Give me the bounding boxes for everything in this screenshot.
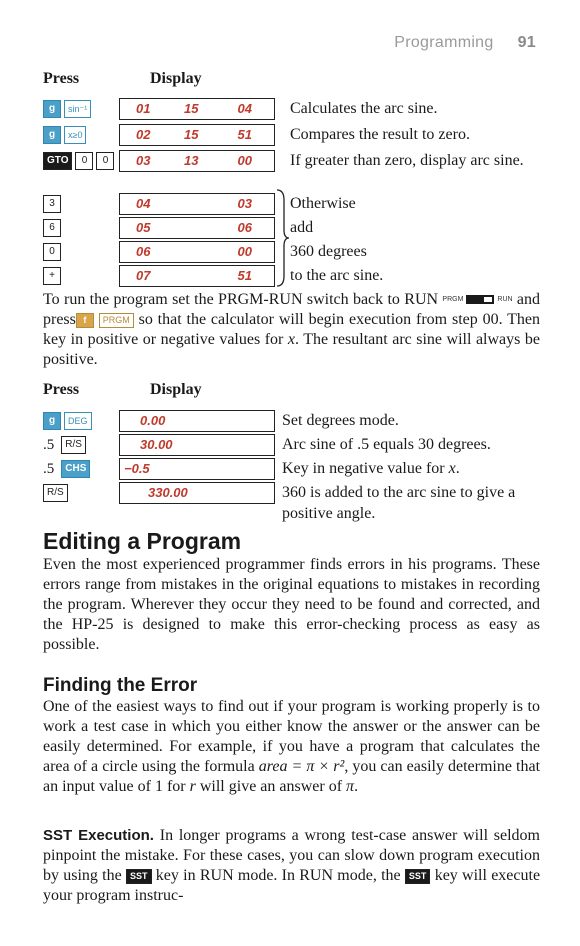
step-description: Arc sine of .5 equals 30 degrees. <box>282 436 491 453</box>
editing-paragraph: Even the most experienced programmer finds errors in his programs. These errors range from mistakes in the original equations to mistakes in recording the program. Wherever they occur they need to be found and corrected, and the HP-25 is designed to make this error-checking process as easy as possible. <box>43 556 540 653</box>
step-number: 02 <box>136 127 151 142</box>
display-box <box>119 482 275 504</box>
press-column-header: Press <box>43 70 80 87</box>
key-sequence <box>43 484 68 502</box>
chs-key: CHS <box>61 460 90 478</box>
display-value: 0.00 <box>140 413 166 428</box>
paragraph-text: To run the program set the PRGM-RUN switch back to RUN <box>43 291 439 308</box>
program-step-row <box>0 193 580 219</box>
display-value: 330.00 <box>148 485 188 500</box>
digit-0-key: 0 <box>75 152 93 170</box>
display-box <box>119 410 275 432</box>
paragraph-text: and press <box>43 291 541 329</box>
display-box <box>119 434 275 456</box>
keycode-row: 13 <box>184 153 199 168</box>
step-number: 03 <box>136 153 151 168</box>
display-box <box>119 265 275 287</box>
step-description <box>282 458 542 479</box>
display-box <box>119 150 275 172</box>
run-instructions-paragraph <box>43 290 540 370</box>
pi-symbol: π <box>346 778 355 795</box>
curly-brace <box>273 188 289 288</box>
display-box <box>119 124 275 146</box>
example-row <box>0 434 580 460</box>
step-number: 01 <box>136 101 151 116</box>
subsection-heading: Finding the Error <box>43 675 198 696</box>
program-step-row <box>0 150 580 196</box>
key-sequence <box>43 219 61 237</box>
display-box <box>119 458 275 480</box>
digit-0-key: 0 <box>43 243 61 261</box>
display-column-header: Display <box>150 381 202 398</box>
key-sequence <box>43 460 90 478</box>
step-description: Compares the result to zero. <box>290 126 470 143</box>
deg-key: DEG <box>64 412 92 430</box>
display-box <box>119 98 275 120</box>
key-sequence <box>43 243 61 261</box>
switch-label-prgm: PRGM <box>442 296 464 304</box>
display-box <box>119 193 275 215</box>
section-title: Programming <box>394 34 494 51</box>
paragraph-text: , you can easily determine that an input value of 1 for <box>43 758 541 795</box>
f-key: f <box>76 313 94 328</box>
switch-label-run: RUN <box>497 296 513 304</box>
run-in-heading: SST Execution. <box>43 827 154 844</box>
desc-text: . <box>455 460 460 477</box>
keycode-col: 51 <box>237 127 252 142</box>
display-box <box>119 241 275 263</box>
paragraph-text: so that the calculator will begin execution from step 00. Then key in positive or negative values for <box>43 311 541 349</box>
paragraph-text: . <box>354 778 359 795</box>
page-header <box>394 34 536 52</box>
step-number: 07 <box>136 268 151 283</box>
input-value: .5 <box>43 436 55 453</box>
keycode: 00 <box>237 244 252 259</box>
display-value: −0.5 <box>124 461 150 476</box>
area-formula: area = π × r² <box>258 758 345 775</box>
step-description: Calculates the arc sine. <box>290 100 438 117</box>
g-key: g <box>43 412 61 430</box>
x-ge-0-key: x≥0 <box>64 126 86 144</box>
arcsin-key: sin⁻¹ <box>64 100 91 118</box>
finding-paragraph <box>43 697 540 797</box>
example-row <box>0 410 580 436</box>
step-number: 06 <box>136 244 151 259</box>
sst-key: SST <box>126 869 152 884</box>
run-stop-key: R/S <box>61 436 86 454</box>
key-sequence <box>43 267 61 285</box>
step-number: 05 <box>136 220 151 235</box>
example-row <box>0 482 580 526</box>
key-sequence <box>43 152 114 170</box>
key-sequence <box>43 412 92 430</box>
step-description: 360 degrees <box>290 243 367 260</box>
display-column-header: Display <box>150 70 202 87</box>
paragraph-text: key in RUN mode. In RUN mode, the <box>155 867 401 884</box>
keycode-row: 15 <box>184 127 199 142</box>
program-step-row <box>0 265 580 291</box>
step-description: Set degrees mode. <box>282 412 399 429</box>
step-description: to the arc sine. <box>290 267 384 284</box>
paragraph-text: key will execute your program instruc- <box>43 867 541 904</box>
keycode-col: 04 <box>237 101 252 116</box>
gto-key: GTO <box>43 152 72 170</box>
variable-r: r <box>189 778 196 795</box>
step-description: Otherwise <box>290 195 356 212</box>
run-stop-key: R/S <box>43 484 68 502</box>
key-sequence <box>43 126 86 144</box>
paragraph-text: will give an answer of <box>199 778 343 795</box>
paragraph-text: . The resultant arc sine will always be positive. <box>43 331 540 369</box>
digit-6-key: 6 <box>43 219 61 237</box>
input-value: .5 <box>43 460 55 477</box>
plus-key: + <box>43 267 61 285</box>
desc-text: Key in negative value for <box>282 460 445 477</box>
keycode: 03 <box>237 196 252 211</box>
g-key: g <box>43 100 61 118</box>
page-number: 91 <box>517 34 536 51</box>
section-heading: Editing a Program <box>43 528 242 554</box>
program-step-row <box>0 124 580 150</box>
g-key: g <box>43 126 61 144</box>
variable-x: x <box>448 460 456 477</box>
program-step-row <box>0 98 580 124</box>
sst-paragraph <box>43 826 540 906</box>
step-description: If greater than zero, display arc sine. <box>290 152 524 169</box>
step-description: 360 is added to the arc sine to give a positive angle. <box>282 484 516 522</box>
digit-3-key: 3 <box>43 195 61 213</box>
key-sequence <box>43 100 91 118</box>
program-step-row <box>0 217 580 243</box>
example-row <box>0 458 580 484</box>
step-description: add <box>290 219 314 236</box>
sst-key: SST <box>405 869 431 884</box>
key-sequence <box>43 195 61 213</box>
digit-0-key: 0 <box>96 152 114 170</box>
paragraph-text: In longer programs a wrong test-case answer will seldom pinpoint the mistake. For these cases, you can slow down program execution by using the <box>43 827 541 884</box>
keycode: 51 <box>237 268 252 283</box>
prgm-key: PRGM <box>99 313 134 328</box>
prgm-run-switch-icon <box>442 290 512 310</box>
key-sequence <box>43 436 86 454</box>
variable-x: x <box>287 331 295 349</box>
display-value: 30.00 <box>140 437 173 452</box>
step-number: 04 <box>136 196 151 211</box>
paragraph-text: One of the easiest ways to find out if your program is working properly is to work a test case in which you either know the answer or the answer can be easily determined. For example, if you have a program that calculates the area of a circle using the formula <box>43 698 540 775</box>
keycode-col: 00 <box>237 153 252 168</box>
program-step-row <box>0 241 580 267</box>
keycode: 06 <box>237 220 252 235</box>
display-box <box>119 217 275 239</box>
keycode-row: 15 <box>184 101 199 116</box>
press-column-header: Press <box>43 381 80 398</box>
